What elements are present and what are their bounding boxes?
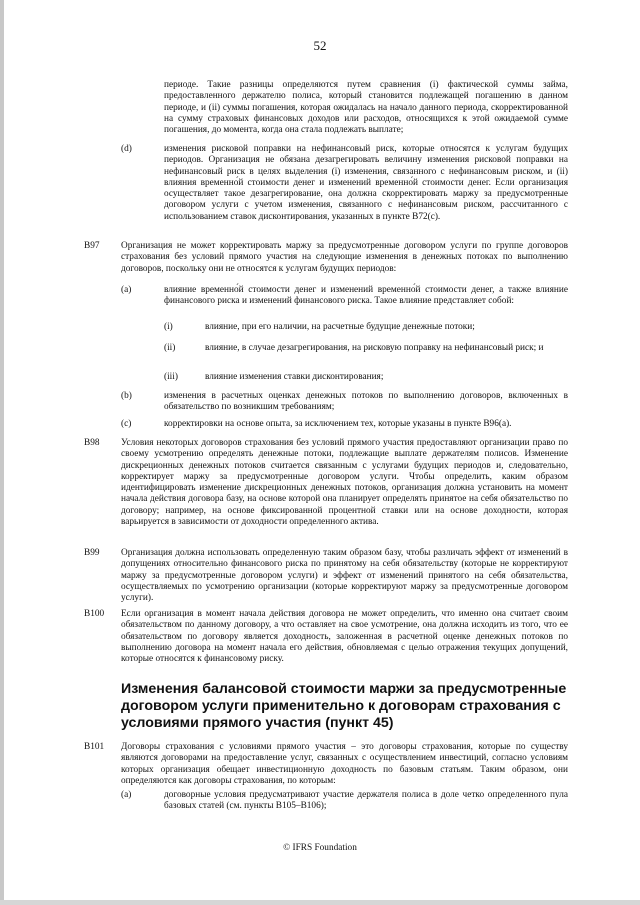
item-c-continuation: периоде. Такие разницы определяются путем сравнения (i) фактической суммы займа, предоставленного держателю полиса, который становится подлежащей погашению в данном периоде, и (ii) суммы погашения, которая ожидалась на начало данного периода, скорректированной на сумму страховых финансовых доходов или расходов, относящихся к этой ожидаемой сумме погашения, до момента, когда она стала подлежать выплате;	[164, 80, 568, 136]
item-d-label: (d)	[121, 144, 132, 154]
page-footer: © IFRS Foundation	[283, 843, 357, 853]
section-heading: Изменения балансовой стоимости маржи за предусмотренные договором услуги применительно к договорам страхования с условиями прямого участия (пункт 45)	[121, 681, 567, 731]
para-b97-label: B97	[84, 241, 100, 251]
b97-iii-label: (iii)	[164, 372, 178, 382]
b97-c-label: (c)	[121, 419, 132, 429]
b97-iii-text: влияние изменения ставки дисконтирования;	[205, 372, 384, 382]
b97-ii-label: (ii)	[164, 343, 176, 353]
page-number: 52	[313, 38, 327, 53]
b97-i-text: влияние, при его наличии, на расчетные будущие денежные потоки;	[205, 322, 475, 332]
para-b100-label: B100	[84, 609, 105, 619]
b97-a-label: (a)	[121, 285, 132, 295]
para-b98-label: B98	[84, 438, 100, 448]
item-d-text: изменения рисковой поправки на нефинансовый риск, которые относятся к услугам будущих периодов. Организация не обязана дезагрегировать величину изменения рисковой поправки на нефинансовый риск в целях выделения (i) изменения, связанного с нефинансовым риском, и (ii) влияния временно́й стоимости денег и изменений временно́й стоимости денег. Если организация осуществляет такое дезагрегирование, она должна скорректировать маржу за предусмотренные договором услуги с учетом изменения, связанного с нефинансовым риском, рассчитанного с использованием ставок дисконтирования, указанных в пункте B72(c).	[164, 144, 568, 222]
b101-a-label: (a)	[121, 790, 132, 800]
b97-b-label: (b)	[121, 391, 132, 401]
para-b101-label: B101	[84, 742, 105, 752]
para-b97-text: Организация не может корректировать маржу за предусмотренные договором услуги по группе договоров страхования без условий прямого участия на следующие изменения в денежных потоках по выполнению договоров, поскольку они не относятся к услугам будущих периодов:	[121, 241, 568, 274]
b97-a-text: влияние временно́й стоимости денег и изменений временно́й стоимости денег, а также влияние финансового риска и изменений финансового риска. Такое влияние представляет собой:	[164, 285, 568, 307]
b97-c-text: корректировки на основе опыта, за исключением тех, которые указаны в пункте B96(a).	[164, 419, 512, 429]
para-b101-text: Договоры страхования с условиями прямого участия – это договоры страхования, которые по существу являются договорами на предоставление услуг, связанных с осуществлением инвестиций, согласно условиям которых организация обещает инвестиционную доходность по базовым статьям. Таким образом, они определяются как договоры страхования, по которым:	[121, 742, 568, 786]
b97-i-label: (i)	[164, 322, 173, 332]
b101-a-text: договорные условия предусматривают участие держателя полиса в доле четко определенного пула базовых статей (см. пункты B105–B106);	[164, 790, 568, 812]
b97-ii-text: влияние, в случае дезагрегирования, на рисковую поправку на нефинансовый риск; и	[205, 343, 544, 353]
para-b99-label: B99	[84, 548, 100, 558]
para-b98-text: Условия некоторых договоров страхования без условий прямого участия предоставляют организации право по своему усмотрению определять денежные потоки, подлежащие выплате держателям полисов. Изменение дискреционных денежных потоков считается связанным с услугами будущих периодов и, следовательно, корректирует маржу за предусмотренные договором услуги. Чтобы определить, каким образом идентифицировать изменение дискреционных денежных потоков, организация должна установить на момент начала действия договора базу, на основе которой она планирует определять принятое на себя обязательство по договору; например, на основе фиксированной процентной ставки или на основе доходности, которая варьируется в зависимости от доходности определенного актива.	[121, 438, 568, 528]
para-b100-text: Если организация в момент начала действия договора не может определить, что именно она считает своим обязательством по данному договору, а что оставляет на свое усмотрение, она должна исходить из того, что ее обязательством по договору является доходность, заложенная в расчетной оценке денежных потоков по выполнению договора на момент начала его действия, обновляемая с целью отражения текущих допущений, которые относятся к финансовому риску.	[121, 609, 568, 665]
para-b99-text: Организация должна использовать определенную таким образом базу, чтобы различать эффект от изменений в допущениях относительно финансового риска по принятому на себя обязательству (которые не корректируют маржу за предусмотренные договором услуги) и эффект от изменений принятого на себя обязательства, осуществляемых по усмотрению организации (которые корректируют маржу за предусмотренные договором услуги).	[121, 548, 568, 604]
b97-b-text: изменения в расчетных оценках денежных потоков по выполнению договоров, включенных в обязательство по возникшим требованиям;	[164, 391, 568, 413]
scan-left-edge	[0, 0, 4, 905]
scan-bottom-edge	[0, 900, 640, 905]
